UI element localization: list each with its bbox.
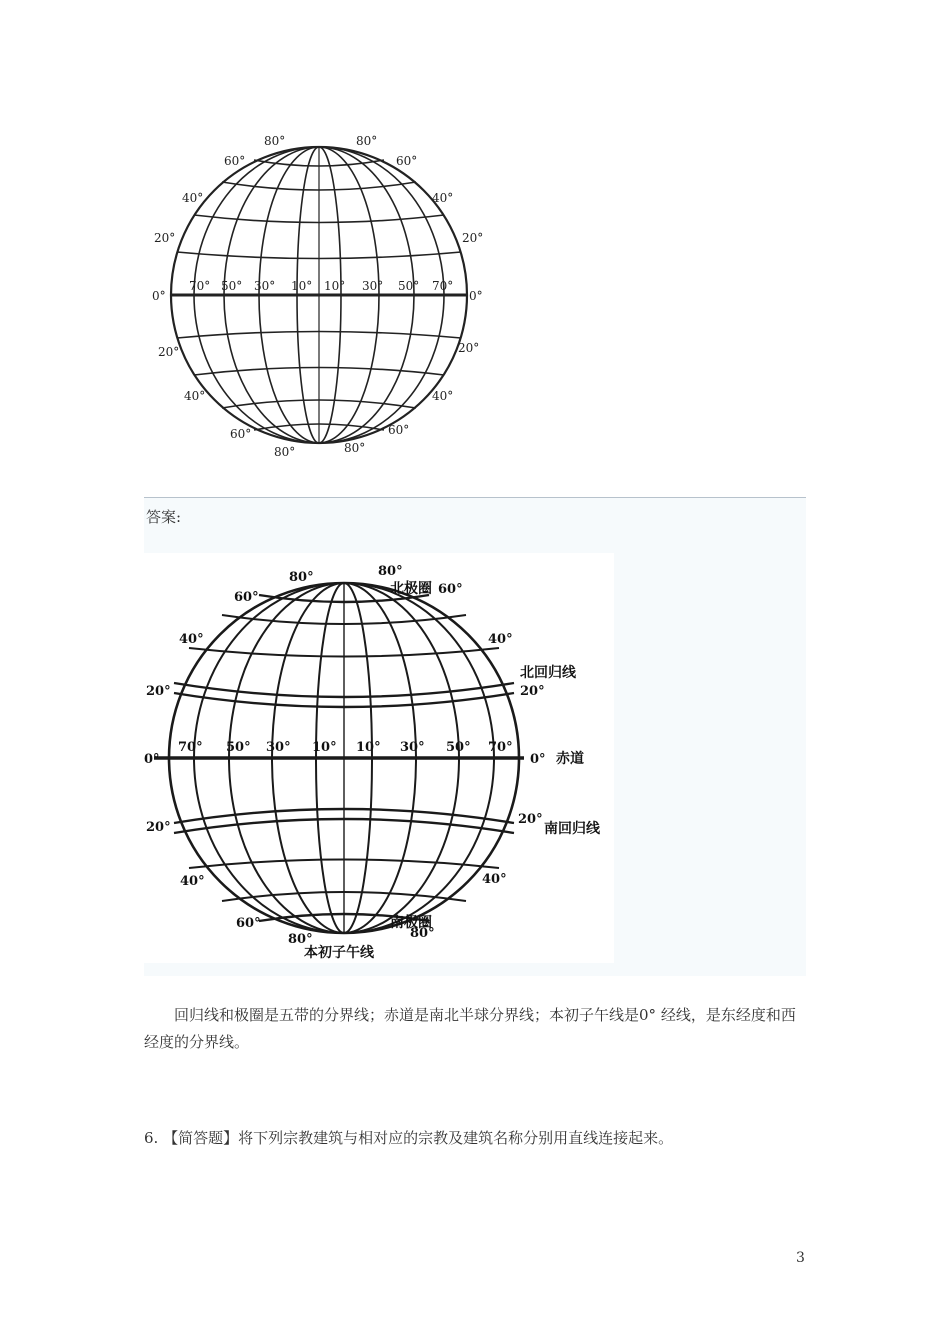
lat-label: 60° [230, 427, 252, 441]
longitude-label: 50° [226, 740, 251, 755]
longitude-label: 30° [362, 279, 384, 293]
longitude-label: 30° [266, 740, 291, 755]
lat-label: 60° [438, 582, 463, 597]
lat-label: 80° [274, 445, 296, 459]
lat-label: 80° [410, 926, 435, 941]
lat-label: 60° [236, 916, 261, 931]
globe-diagram-answer [144, 553, 614, 963]
prime-meridian-label: 本初子午线 [304, 945, 374, 961]
lat-label: 80° [264, 134, 286, 148]
equator-label-left: 0° [152, 289, 166, 303]
longitude-label: 10° [324, 279, 346, 293]
lat-label: 60° [234, 590, 259, 605]
longitude-label: 30° [400, 740, 425, 755]
lat-label: 20° [158, 345, 180, 359]
longitude-label: 70° [189, 279, 211, 293]
answer-box [144, 497, 806, 976]
page-number: 3 [796, 1250, 805, 1266]
globe-svg [144, 120, 494, 470]
question-text: 6. 【简答题】将下列宗教建筑与相对应的宗教及建筑名称分别用直线连接起来。 [144, 1129, 674, 1147]
lat-label: 0° [144, 752, 160, 767]
longitude-label: 50° [446, 740, 471, 755]
equator-label: 赤道 [556, 751, 584, 767]
longitude-label: 50° [398, 279, 420, 293]
longitude-label: 10° [291, 279, 313, 293]
lat-label: 60° [396, 154, 418, 168]
lat-label: 0° [530, 752, 546, 767]
lat-label: 40° [179, 632, 204, 647]
lat-label: 40° [180, 874, 205, 889]
longitude-label: 50° [221, 279, 243, 293]
lat-label: 20° [462, 231, 484, 245]
lat-label: 80° [356, 134, 378, 148]
longitude-label: 70° [488, 740, 513, 755]
answer-explanation: 回归线和极圈是五带的分界线；赤道是南北半球分界线；本初子午线是0° 经线，是东经度和西经度的分界线。 [144, 1006, 796, 1051]
lat-label: 40° [488, 632, 513, 647]
lat-label: 60° [224, 154, 246, 168]
longitude-label: 10° [356, 740, 381, 755]
lat-label: 80° [288, 932, 313, 947]
lat-label: 20° [518, 812, 543, 827]
lat-label: 40° [432, 389, 454, 403]
lat-label: 80° [289, 570, 314, 585]
lat-label: 80° [378, 564, 403, 579]
lat-label: 20° [520, 684, 545, 699]
lat-label: 40° [184, 389, 206, 403]
longitude-label: 70° [178, 740, 203, 755]
longitude-label: 10° [312, 740, 337, 755]
globe-diagram-blank [144, 120, 494, 470]
lat-label: 20° [458, 341, 480, 355]
lat-label: 40° [432, 191, 454, 205]
answer-globe-svg [144, 553, 614, 963]
lat-label: 20° [146, 820, 171, 835]
tropic-capricorn-label: 南回归线 [544, 821, 600, 837]
answer-label: 答案: [146, 508, 182, 526]
arctic-circle-label: 北极圈 [390, 581, 432, 597]
longitude-label: 30° [254, 279, 276, 293]
lat-label: 60° [388, 423, 410, 437]
lat-label: 20° [154, 231, 176, 245]
tropic-cancer-label: 北回归线 [520, 665, 576, 681]
lat-label: 80° [344, 441, 366, 455]
lat-label: 40° [482, 872, 507, 887]
lat-label: 20° [146, 684, 171, 699]
equator-label-right: 0° [469, 289, 483, 303]
antarctic-circle-label: 南极圈 [390, 915, 432, 931]
longitude-label: 70° [432, 279, 454, 293]
lat-label: 40° [182, 191, 204, 205]
